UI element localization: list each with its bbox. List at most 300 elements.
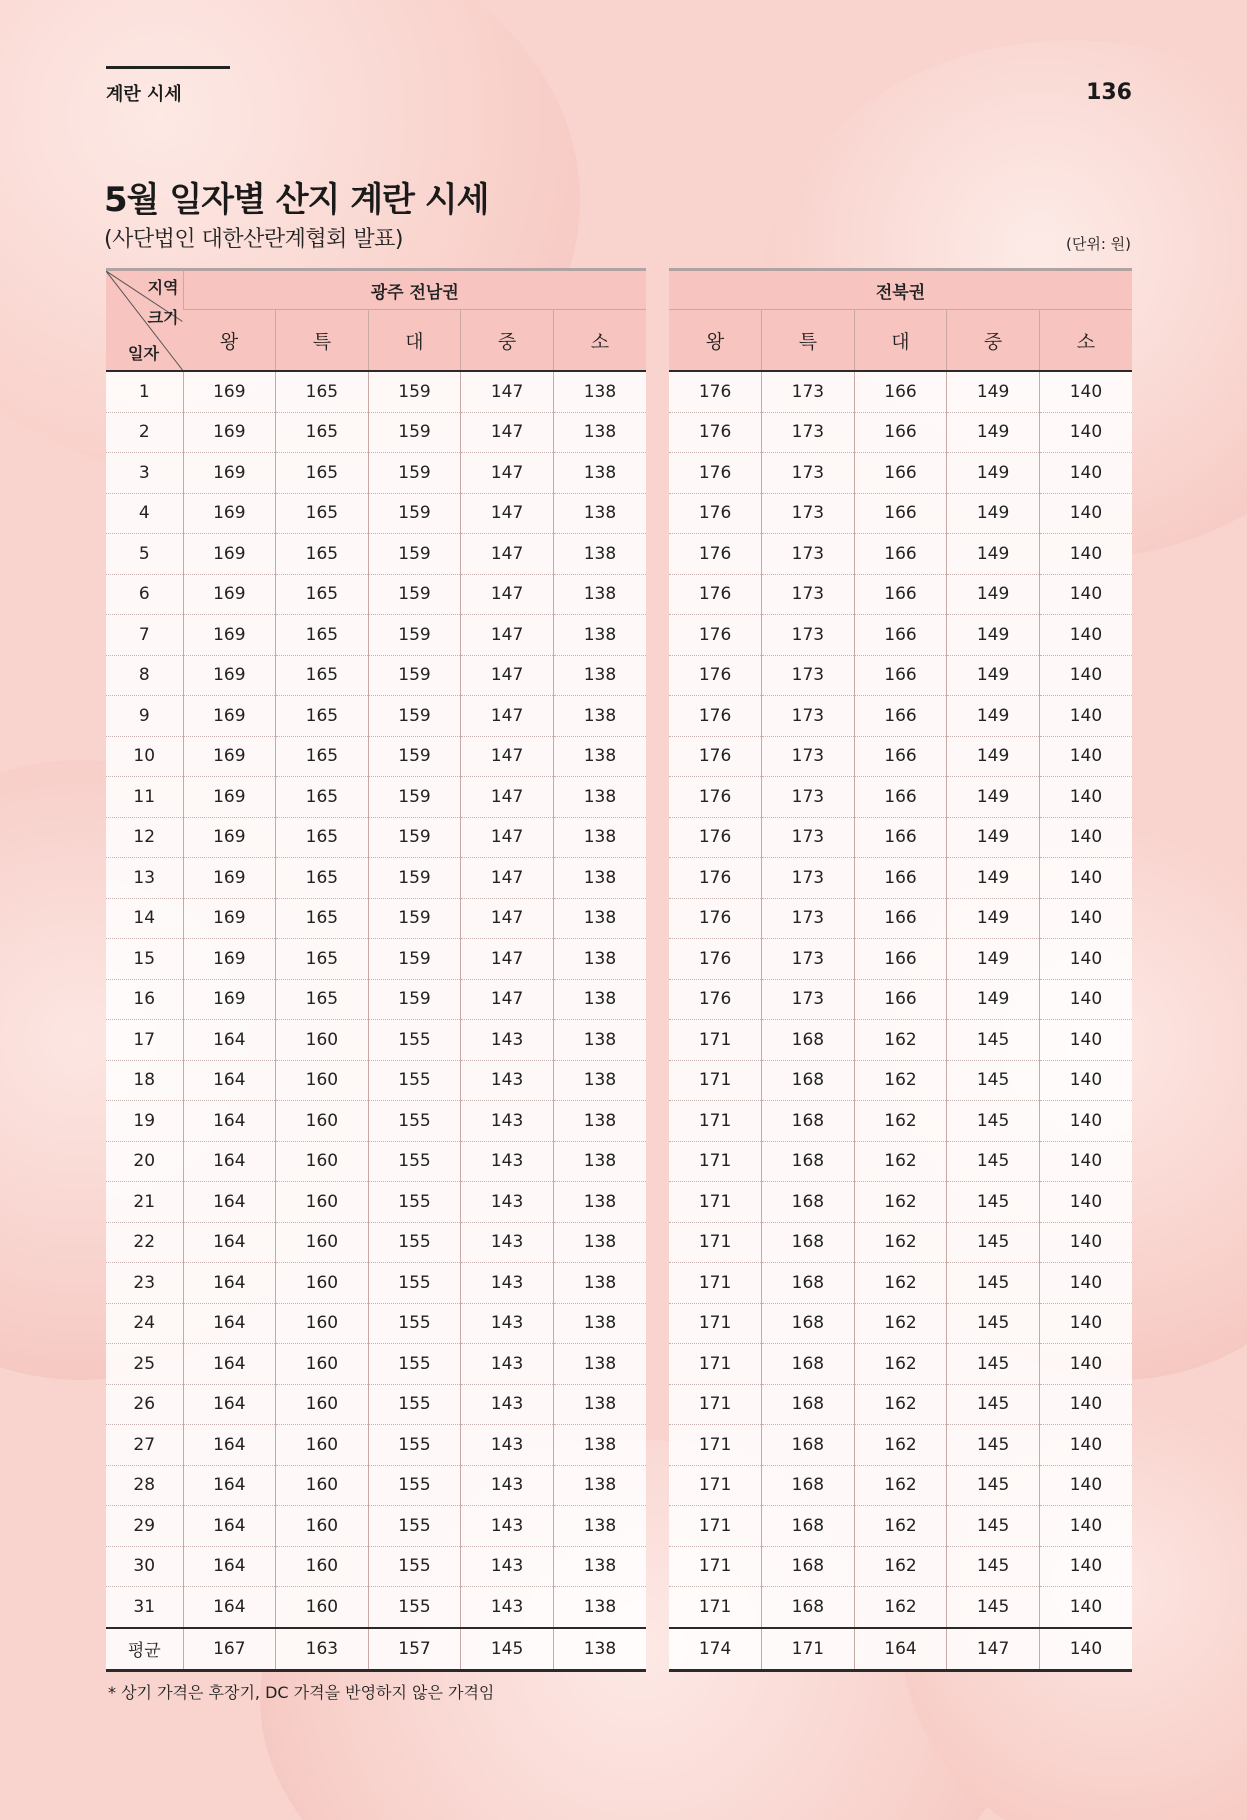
price-cell: 140: [1039, 615, 1132, 656]
price-cell: 168: [762, 1465, 855, 1506]
price-cell: 173: [762, 493, 855, 534]
date-cell: 4: [106, 493, 183, 534]
price-cell: 143: [461, 1425, 554, 1466]
price-cell: 164: [183, 1425, 276, 1466]
price-cell: 140: [1039, 1263, 1132, 1304]
price-cell: 173: [762, 898, 855, 939]
price-cell: 140: [1039, 1141, 1132, 1182]
table-row: [669, 858, 1132, 899]
price-cell: 159: [368, 696, 461, 737]
price-cell: 147: [461, 615, 554, 656]
size-header: 특: [276, 310, 369, 372]
price-cell: 165: [276, 777, 369, 818]
price-cell: 165: [276, 615, 369, 656]
price-cell: 171: [669, 1182, 762, 1223]
price-cell: 140: [1039, 1182, 1132, 1223]
price-cell: 162: [854, 1587, 947, 1628]
date-cell: 5: [106, 534, 183, 575]
price-cell: 173: [762, 574, 855, 615]
price-cell: 168: [762, 1425, 855, 1466]
price-cell: 147: [461, 817, 554, 858]
price-cell: 173: [762, 858, 855, 899]
size-header: 특: [762, 310, 855, 372]
price-cell: 149: [947, 817, 1040, 858]
price-cell: 160: [276, 1182, 369, 1223]
price-cell: 138: [553, 696, 646, 737]
jeonbuk-price-table: [669, 268, 1132, 1672]
date-cell: 2: [106, 412, 183, 453]
price-cell: 171: [669, 1465, 762, 1506]
price-cell: 166: [854, 574, 947, 615]
price-cell: 147: [461, 858, 554, 899]
table-row: [106, 1182, 646, 1223]
price-cell: 147: [461, 453, 554, 494]
price-cell: 176: [669, 939, 762, 980]
price-cell: 168: [762, 1222, 855, 1263]
price-cell: 169: [183, 898, 276, 939]
table-row: [106, 1344, 646, 1385]
price-cell: 147: [461, 371, 554, 412]
table-row: [669, 1222, 1132, 1263]
price-cell: 138: [553, 1465, 646, 1506]
price-cell: 140: [1039, 453, 1132, 494]
price-cell: 176: [669, 615, 762, 656]
price-cell: 171: [669, 1060, 762, 1101]
price-cell: 166: [854, 939, 947, 980]
price-cell: 168: [762, 1182, 855, 1223]
price-cell: 166: [854, 817, 947, 858]
price-cell: 140: [1039, 493, 1132, 534]
price-cell: 169: [183, 939, 276, 980]
price-cell: 169: [183, 493, 276, 534]
price-cell: 164: [183, 1101, 276, 1142]
price-cell: 159: [368, 655, 461, 696]
price-cell: 145: [947, 1506, 1040, 1547]
price-cell: 145: [947, 1182, 1040, 1223]
corner-region-label: 지역: [147, 278, 179, 297]
table-row: [669, 777, 1132, 818]
price-cell: 155: [368, 1182, 461, 1223]
price-cell: 165: [276, 574, 369, 615]
price-cell: 143: [461, 1587, 554, 1628]
price-cell: 140: [1039, 696, 1132, 737]
price-cell: 166: [854, 453, 947, 494]
price-cell: 160: [276, 1101, 369, 1142]
price-cell: 159: [368, 858, 461, 899]
price-cell: 147: [461, 777, 554, 818]
price-cell: 155: [368, 1101, 461, 1142]
price-cell: 138: [553, 1303, 646, 1344]
table-row: [669, 655, 1132, 696]
price-cell: 149: [947, 939, 1040, 980]
price-cell: 138: [553, 655, 646, 696]
price-cell: 138: [553, 1222, 646, 1263]
price-cell: 138: [553, 453, 646, 494]
table-row: [106, 1587, 646, 1628]
date-cell: 29: [106, 1506, 183, 1547]
price-cell: 159: [368, 777, 461, 818]
price-cell: 164: [183, 1060, 276, 1101]
price-cell: 140: [1039, 1060, 1132, 1101]
price-cell: 165: [276, 453, 369, 494]
price-cell: 162: [854, 1222, 947, 1263]
price-cell: 138: [553, 939, 646, 980]
price-cell: 165: [276, 534, 369, 575]
price-cell: 140: [1039, 412, 1132, 453]
price-cell: 140: [1039, 858, 1132, 899]
price-cell: 138: [553, 534, 646, 575]
price-cell: 173: [762, 615, 855, 656]
table-row: [669, 1101, 1132, 1142]
price-cell: 143: [461, 1546, 554, 1587]
price-cell: 149: [947, 453, 1040, 494]
table-row: [106, 1506, 646, 1547]
average-cell: 167: [183, 1628, 276, 1671]
table-row: [669, 1020, 1132, 1061]
price-cell: 176: [669, 858, 762, 899]
price-cell: 171: [669, 1101, 762, 1142]
price-cell: 149: [947, 979, 1040, 1020]
table-row: [106, 736, 646, 777]
price-cell: 138: [553, 1384, 646, 1425]
footnote: * 상기 가격은 후장기, DC 가격을 반영하지 않은 가격임: [108, 1683, 495, 1702]
price-cell: 159: [368, 615, 461, 656]
date-cell: 11: [106, 777, 183, 818]
price-cell: 160: [276, 1344, 369, 1385]
table-row: [106, 979, 646, 1020]
price-cell: 155: [368, 1222, 461, 1263]
price-cell: 147: [461, 534, 554, 575]
price-cell: 140: [1039, 898, 1132, 939]
section-label: 계란 시세: [106, 84, 182, 105]
price-cell: 149: [947, 534, 1040, 575]
price-cell: 160: [276, 1141, 369, 1182]
price-cell: 169: [183, 736, 276, 777]
price-cell: 162: [854, 1344, 947, 1385]
price-cell: 143: [461, 1303, 554, 1344]
average-cell: 174: [669, 1628, 762, 1671]
price-cell: 145: [947, 1101, 1040, 1142]
price-cell: 165: [276, 696, 369, 737]
price-cell: 140: [1039, 371, 1132, 412]
price-cell: 140: [1039, 1384, 1132, 1425]
date-cell: 10: [106, 736, 183, 777]
size-header: 대: [368, 310, 461, 372]
price-cell: 155: [368, 1506, 461, 1547]
price-cell: 166: [854, 655, 947, 696]
price-cell: 165: [276, 655, 369, 696]
price-cell: 173: [762, 412, 855, 453]
price-cell: 168: [762, 1587, 855, 1628]
average-cell: 163: [276, 1628, 369, 1671]
price-cell: 159: [368, 534, 461, 575]
price-cell: 171: [669, 1263, 762, 1304]
price-cell: 176: [669, 371, 762, 412]
price-cell: 160: [276, 1546, 369, 1587]
price-cell: 147: [461, 493, 554, 534]
price-cell: 169: [183, 777, 276, 818]
price-cell: 160: [276, 1303, 369, 1344]
price-cell: 140: [1039, 1587, 1132, 1628]
price-cell: 145: [947, 1546, 1040, 1587]
price-cell: 160: [276, 1020, 369, 1061]
average-cell: 145: [461, 1628, 554, 1671]
price-cell: 155: [368, 1465, 461, 1506]
price-cell: 165: [276, 412, 369, 453]
table-row: [669, 1465, 1132, 1506]
price-cell: 166: [854, 534, 947, 575]
price-cell: 159: [368, 736, 461, 777]
average-cell: 157: [368, 1628, 461, 1671]
price-cell: 162: [854, 1060, 947, 1101]
price-cell: 176: [669, 736, 762, 777]
price-cell: 138: [553, 858, 646, 899]
price-cell: 176: [669, 979, 762, 1020]
price-cell: 162: [854, 1384, 947, 1425]
price-cell: 155: [368, 1263, 461, 1304]
price-cell: 176: [669, 898, 762, 939]
price-cell: 145: [947, 1587, 1040, 1628]
price-cell: 160: [276, 1060, 369, 1101]
price-cell: 145: [947, 1425, 1040, 1466]
table-row: [106, 1020, 646, 1061]
table-row: [106, 1101, 646, 1142]
corner-date-label: 일자: [128, 344, 159, 363]
price-cell: 147: [461, 574, 554, 615]
price-cell: 147: [461, 979, 554, 1020]
price-cell: 169: [183, 371, 276, 412]
price-cell: 149: [947, 371, 1040, 412]
price-cell: 171: [669, 1425, 762, 1466]
corner-size-label: 크기: [147, 308, 179, 327]
date-cell: 27: [106, 1425, 183, 1466]
price-cell: 173: [762, 817, 855, 858]
price-cell: 159: [368, 493, 461, 534]
date-cell: 25: [106, 1344, 183, 1385]
price-cell: 140: [1039, 979, 1132, 1020]
size-header: 소: [553, 310, 646, 372]
price-cell: 147: [461, 939, 554, 980]
table-row: [106, 1425, 646, 1466]
price-cell: 145: [947, 1141, 1040, 1182]
price-cell: 147: [461, 655, 554, 696]
table-row: [106, 858, 646, 899]
price-cell: 155: [368, 1546, 461, 1587]
price-cell: 164: [183, 1182, 276, 1223]
price-cell: 140: [1039, 1506, 1132, 1547]
price-cell: 169: [183, 615, 276, 656]
price-cell: 164: [183, 1344, 276, 1385]
price-cell: 143: [461, 1101, 554, 1142]
price-cell: 143: [461, 1344, 554, 1385]
price-cell: 176: [669, 493, 762, 534]
price-cell: 168: [762, 1263, 855, 1304]
price-cell: 140: [1039, 817, 1132, 858]
price-cell: 138: [553, 1425, 646, 1466]
price-cell: 164: [183, 1546, 276, 1587]
price-cell: 165: [276, 939, 369, 980]
price-cell: 171: [669, 1506, 762, 1547]
price-cell: 166: [854, 858, 947, 899]
price-cell: 166: [854, 371, 947, 412]
date-cell: 6: [106, 574, 183, 615]
table-row: [669, 1303, 1132, 1344]
price-cell: 166: [854, 615, 947, 656]
price-cell: 173: [762, 736, 855, 777]
date-cell: 23: [106, 1263, 183, 1304]
average-cell: 140: [1039, 1628, 1132, 1671]
size-header: 소: [1039, 310, 1132, 372]
price-cell: 145: [947, 1020, 1040, 1061]
average-cell: 171: [762, 1628, 855, 1671]
price-cell: 147: [461, 696, 554, 737]
price-cell: 165: [276, 493, 369, 534]
price-cell: 138: [553, 1141, 646, 1182]
price-cell: 155: [368, 1060, 461, 1101]
price-cell: 164: [183, 1465, 276, 1506]
table-row: [106, 777, 646, 818]
average-label: 평균: [106, 1628, 183, 1671]
table-row: [669, 817, 1132, 858]
price-cell: 165: [276, 898, 369, 939]
price-cell: 138: [553, 493, 646, 534]
price-cell: 162: [854, 1101, 947, 1142]
price-cell: 176: [669, 574, 762, 615]
table-row: [106, 655, 646, 696]
price-cell: 166: [854, 736, 947, 777]
price-cell: 169: [183, 858, 276, 899]
date-cell: 18: [106, 1060, 183, 1101]
price-cell: 143: [461, 1384, 554, 1425]
price-cell: 169: [183, 696, 276, 737]
price-cell: 138: [553, 777, 646, 818]
table-row: [669, 1587, 1132, 1628]
price-cell: 140: [1039, 655, 1132, 696]
price-cell: 145: [947, 1222, 1040, 1263]
size-header: 중: [947, 310, 1040, 372]
price-cell: 164: [183, 1384, 276, 1425]
price-cell: 171: [669, 1587, 762, 1628]
price-cell: 140: [1039, 1465, 1132, 1506]
price-cell: 166: [854, 777, 947, 818]
table-row: [106, 817, 646, 858]
table-row: [669, 574, 1132, 615]
price-cell: 159: [368, 817, 461, 858]
table-row: [106, 1141, 646, 1182]
table-row: [106, 1263, 646, 1304]
price-cell: 169: [183, 655, 276, 696]
price-cell: 145: [947, 1060, 1040, 1101]
price-cell: 162: [854, 1263, 947, 1304]
page-title: 5월 일자별 산지 계란 시세: [104, 180, 489, 220]
price-cell: 166: [854, 493, 947, 534]
table-row: [106, 939, 646, 980]
header-rule: [106, 66, 230, 69]
price-cell: 143: [461, 1141, 554, 1182]
date-cell: 22: [106, 1222, 183, 1263]
price-cell: 176: [669, 412, 762, 453]
date-cell: 20: [106, 1141, 183, 1182]
price-cell: 138: [553, 615, 646, 656]
size-header: 왕: [669, 310, 762, 372]
price-cell: 176: [669, 817, 762, 858]
page-number: 136: [1086, 80, 1132, 105]
price-cell: 140: [1039, 1425, 1132, 1466]
price-cell: 160: [276, 1465, 369, 1506]
table-row: [669, 1506, 1132, 1547]
price-cell: 164: [183, 1141, 276, 1182]
date-cell: 26: [106, 1384, 183, 1425]
price-cell: 140: [1039, 1303, 1132, 1344]
price-cell: 140: [1039, 736, 1132, 777]
price-cell: 165: [276, 858, 369, 899]
price-cell: 160: [276, 1425, 369, 1466]
date-cell: 16: [106, 979, 183, 1020]
table-row: [669, 1384, 1132, 1425]
price-cell: 138: [553, 1344, 646, 1385]
price-cell: 176: [669, 534, 762, 575]
price-cell: 159: [368, 574, 461, 615]
price-cell: 147: [461, 736, 554, 777]
price-cell: 162: [854, 1506, 947, 1547]
price-cell: 176: [669, 453, 762, 494]
table-row: [106, 615, 646, 656]
table-row: [669, 1546, 1132, 1587]
table-row: [106, 493, 646, 534]
price-cell: 162: [854, 1546, 947, 1587]
date-cell: 24: [106, 1303, 183, 1344]
price-cell: 140: [1039, 1546, 1132, 1587]
price-cell: 168: [762, 1546, 855, 1587]
table-row: [106, 898, 646, 939]
price-cell: 165: [276, 371, 369, 412]
price-cell: 149: [947, 615, 1040, 656]
price-cell: 138: [553, 1182, 646, 1223]
date-cell: 30: [106, 1546, 183, 1587]
price-cell: 166: [854, 696, 947, 737]
price-cell: 171: [669, 1546, 762, 1587]
price-cell: 165: [276, 979, 369, 1020]
price-cell: 162: [854, 1020, 947, 1061]
date-cell: 28: [106, 1465, 183, 1506]
price-cell: 138: [553, 371, 646, 412]
price-cell: 149: [947, 493, 1040, 534]
price-cell: 166: [854, 979, 947, 1020]
page-subtitle: (사단법인 대한산란계협회 발표): [104, 227, 403, 252]
price-cell: 149: [947, 574, 1040, 615]
date-cell: 3: [106, 453, 183, 494]
table-row: [106, 1465, 646, 1506]
price-cell: 138: [553, 1506, 646, 1547]
price-cell: 173: [762, 655, 855, 696]
price-cell: 164: [183, 1506, 276, 1547]
date-cell: 14: [106, 898, 183, 939]
table-row: [669, 898, 1132, 939]
price-cell: 169: [183, 817, 276, 858]
price-cell: 159: [368, 939, 461, 980]
price-cell: 171: [669, 1020, 762, 1061]
price-cell: 138: [553, 1060, 646, 1101]
price-cell: 140: [1039, 777, 1132, 818]
price-cell: 143: [461, 1060, 554, 1101]
price-cell: 155: [368, 1384, 461, 1425]
table-row: [106, 1303, 646, 1344]
table-row: [669, 615, 1132, 656]
price-cell: 159: [368, 371, 461, 412]
table-row: [106, 1222, 646, 1263]
price-cell: 155: [368, 1141, 461, 1182]
price-cell: 171: [669, 1303, 762, 1344]
